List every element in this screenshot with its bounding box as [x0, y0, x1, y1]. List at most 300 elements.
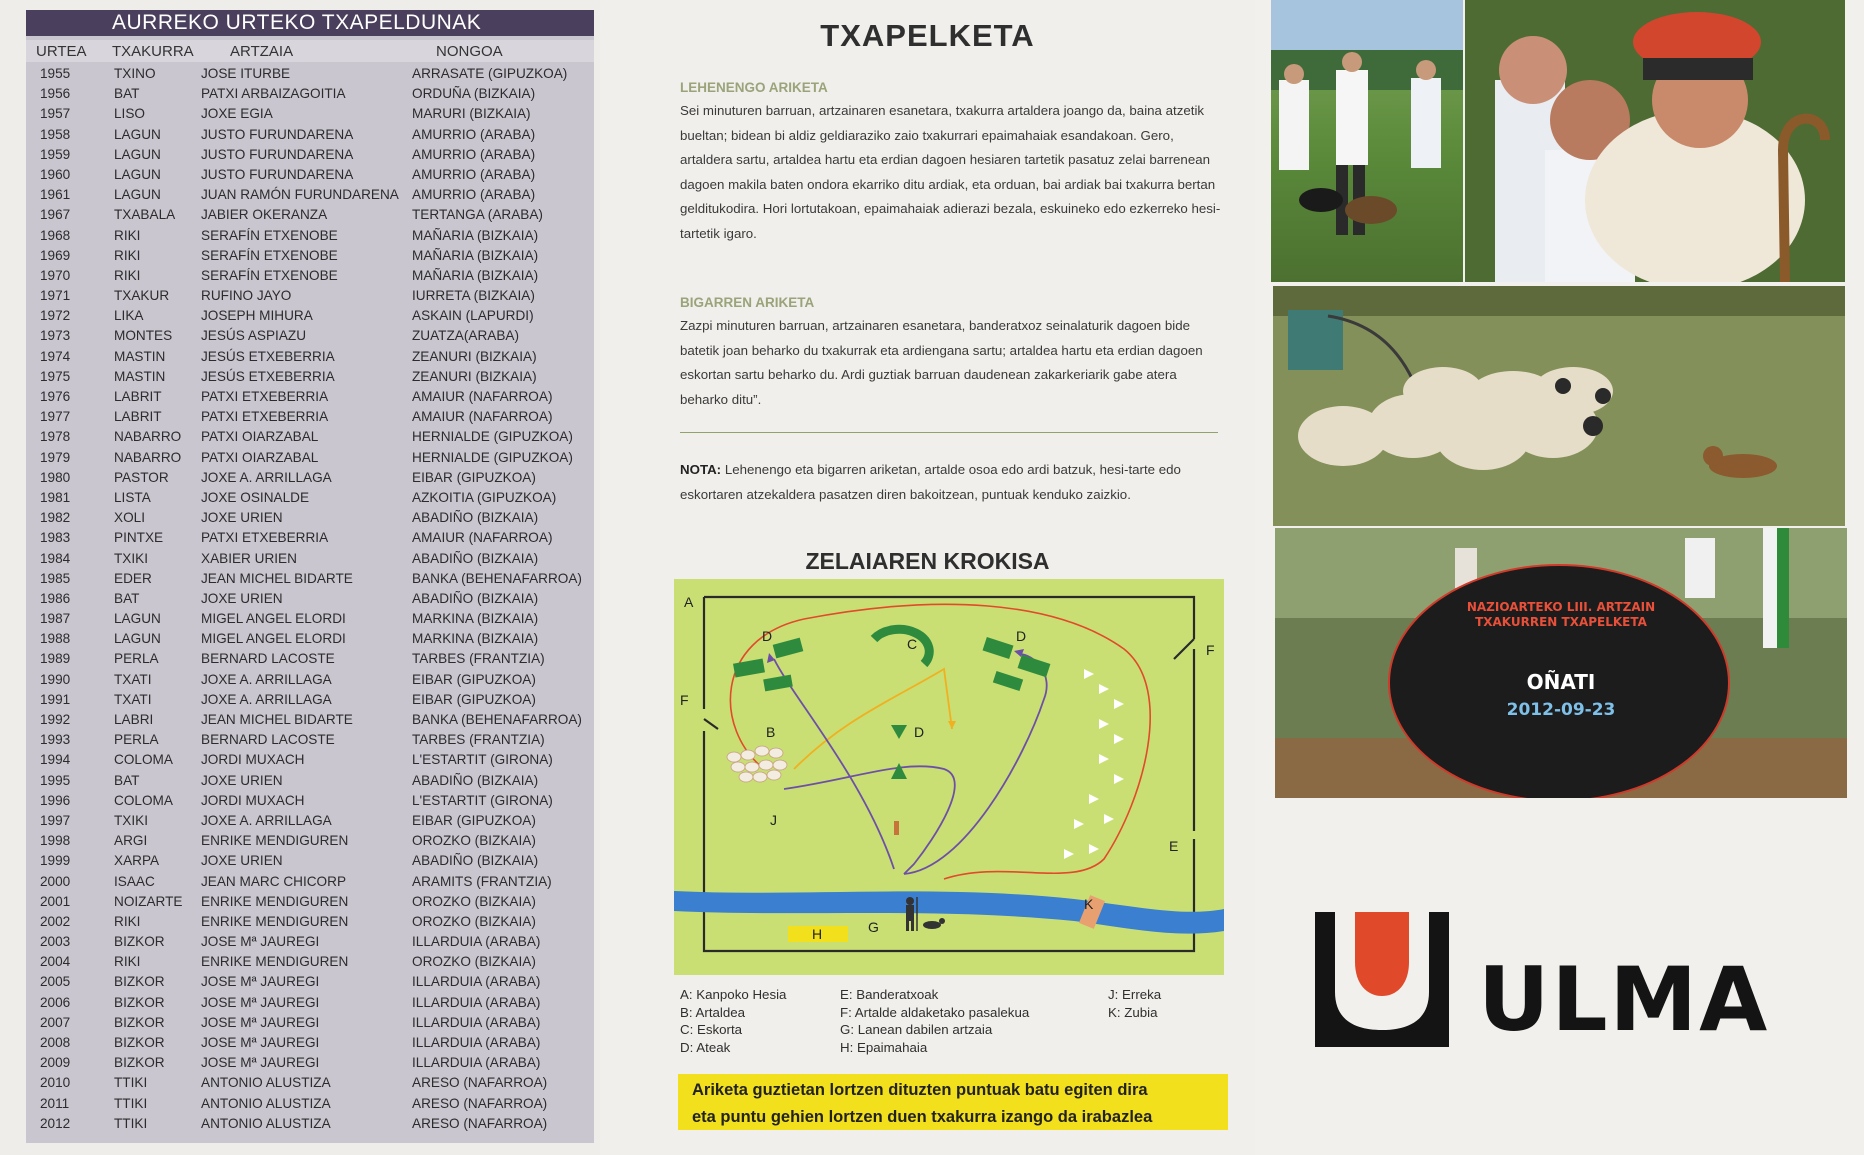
shepherds-illustration	[1271, 0, 1463, 282]
legend-col-3	[1108, 986, 1161, 1021]
row-year: 1973	[40, 328, 71, 344]
row-dog: BIZKOR	[114, 934, 165, 950]
row-dog: TXATI	[114, 691, 152, 707]
row-year: 1986	[40, 590, 71, 606]
row-dog: COLOMA	[114, 792, 173, 808]
row-shepherd: PATXI ARBAIZAGOITIA	[201, 86, 346, 102]
map-label-c: C	[907, 636, 918, 652]
row-dog: LISO	[114, 106, 145, 122]
row-year: 2000	[40, 873, 71, 889]
map-label-d2: D	[1016, 628, 1027, 644]
table-row	[26, 892, 594, 912]
row-shepherd: PATXI ETXEBERRIA	[201, 409, 329, 425]
table-row	[26, 246, 594, 266]
table-row	[26, 185, 594, 205]
row-dog: PERLA	[114, 651, 159, 667]
row-origin: AMAIUR (NAFARROA)	[412, 530, 553, 546]
header-shepherd: ARTZAIA	[230, 43, 294, 60]
row-dog: TXIKI	[114, 812, 148, 828]
row-shepherd: JESÚS ETXEBERRIA	[201, 348, 335, 364]
row-origin: AMURRIO (ARABA)	[412, 166, 536, 182]
row-year: 2010	[40, 1075, 71, 1091]
row-dog: RIKI	[114, 954, 141, 970]
row-origin: TARBES (FRANTZIA)	[412, 651, 545, 667]
row-shepherd: JABIER OKERANZA	[201, 207, 328, 223]
row-origin: AMAIUR (NAFARROA)	[412, 389, 553, 404]
row-origin: BANKA (BEHENAFARROA)	[412, 712, 582, 727]
row-year: 1992	[40, 712, 71, 727]
row-shepherd: JOSE Mª JAUREGI	[201, 1014, 320, 1030]
row-year: 1979	[40, 449, 71, 465]
map-label-e: E	[1169, 838, 1179, 854]
row-year: 1978	[40, 429, 71, 445]
row-dog: BIZKOR	[114, 1014, 165, 1030]
row-origin: HERNIALDE (GIPUZKOA)	[412, 449, 573, 465]
champions-table-body	[26, 64, 594, 1134]
row-origin: TERTANGA (ARABA)	[412, 207, 543, 223]
row-year: 1970	[40, 267, 71, 283]
row-year: 1971	[40, 288, 71, 304]
table-row	[26, 427, 594, 447]
map-label-d1: D	[762, 628, 773, 644]
row-shepherd: JOXE OSINALDE	[201, 489, 310, 505]
row-shepherd: JOSE Mª JAUREGI	[201, 1035, 320, 1050]
legend-b: B: Artaldea	[680, 1004, 746, 1020]
table-row	[26, 1073, 594, 1093]
row-shepherd: JEAN MICHEL BIDARTE	[201, 570, 353, 586]
sheep-illustration	[1273, 286, 1845, 526]
row-year: 1996	[40, 792, 71, 808]
table-row	[26, 993, 594, 1013]
row-year: 2012	[40, 1115, 71, 1131]
table-row	[26, 286, 594, 306]
row-origin: AMAIUR (NAFARROA)	[412, 409, 553, 425]
row-dog: BIZKOR	[114, 1055, 165, 1071]
row-shepherd: JOSE Mª JAUREGI	[201, 934, 320, 950]
row-origin: ABADIÑO (BIZKAIA)	[412, 510, 539, 526]
row-year: 2004	[40, 954, 71, 970]
row-dog: BAT	[114, 772, 140, 788]
row-year: 1968	[40, 227, 71, 243]
row-dog: PERLA	[114, 732, 159, 748]
legend-c: C: Eskorta	[680, 1022, 743, 1038]
page-title: TXAPELKETA	[820, 18, 1035, 53]
row-dog: PASTOR	[114, 469, 169, 485]
table-row	[26, 589, 594, 609]
row-shepherd: ENRIKE MENDIGUREN	[201, 954, 349, 970]
row-dog: BIZKOR	[114, 994, 165, 1010]
legend-col-1	[680, 986, 786, 1056]
row-shepherd: JESÚS ASPIAZU	[201, 328, 307, 344]
map-label-f2: F	[680, 692, 689, 708]
row-year: 2002	[40, 913, 71, 929]
row-origin: ABADIÑO (BIZKAIA)	[412, 853, 539, 869]
row-origin: EIBAR (GIPUZKOA)	[412, 812, 536, 828]
row-origin: ARRASATE (GIPUZKOA)	[412, 66, 568, 81]
table-row	[26, 1013, 594, 1033]
section1-heading: LEHENENGO ARIKETA	[680, 80, 828, 95]
table-row	[26, 306, 594, 326]
row-year: 2006	[40, 994, 71, 1010]
field-sketch-map	[674, 579, 1224, 975]
map-label-f1: F	[1206, 642, 1215, 658]
row-dog: LABRI	[114, 712, 154, 727]
row-origin: L'ESTARTIT (GIRONA)	[412, 792, 553, 808]
row-dog: TXIKI	[114, 550, 148, 566]
champions-panel	[0, 0, 600, 1155]
row-shepherd: PATXI ETXEBERRIA	[201, 530, 329, 546]
table-row	[26, 84, 594, 104]
row-origin: ARAMITS (FRANTZIA)	[412, 873, 552, 889]
row-year: 1980	[40, 469, 71, 485]
row-origin: MAÑARIA (BIZKAIA)	[412, 227, 539, 243]
row-shepherd: ENRIKE MENDIGUREN	[201, 913, 349, 929]
row-shepherd: SERAFÍN ETXENOBE	[201, 227, 338, 243]
row-dog: NABARRO	[114, 429, 182, 445]
table-row	[26, 1033, 594, 1053]
map-label-d3: D	[914, 724, 925, 740]
emblem-place: OÑATI	[1526, 670, 1596, 694]
row-origin: ILLARDUIA (ARABA)	[412, 994, 541, 1010]
row-origin: OROZKO (BIZKAIA)	[412, 833, 536, 849]
row-origin: ZEANURI (BIZKAIA)	[412, 348, 537, 364]
row-dog: BIZKOR	[114, 1035, 165, 1050]
row-origin: MARKINA (BIZKAIA)	[412, 631, 539, 647]
table-row	[26, 528, 594, 548]
row-shepherd: JOXE A. ARRILLAGA	[201, 671, 332, 687]
row-dog: BAT	[114, 86, 140, 102]
row-dog: MASTIN	[114, 368, 166, 384]
row-shepherd: JORDI MUXACH	[201, 752, 305, 768]
sketch-title: ZELAIAREN KROKISA	[805, 548, 1050, 574]
row-year: 1989	[40, 651, 71, 667]
row-origin: IURRETA (BIZKAIA)	[412, 288, 535, 304]
row-shepherd: JUSTO FURUNDARENA	[201, 166, 354, 182]
nota-paragraph	[680, 458, 1226, 507]
competition-panel	[600, 0, 1255, 1155]
table-row	[26, 831, 594, 851]
row-origin: AMURRIO (ARABA)	[412, 187, 536, 203]
emblem-date: 2012-09-23	[1506, 700, 1616, 720]
header-dog: TXAKURRA	[112, 43, 194, 60]
map-label-j: J	[770, 812, 777, 828]
row-origin: ILLARDUIA (ARABA)	[412, 1014, 541, 1030]
table-row	[26, 609, 594, 629]
row-year: 1975	[40, 368, 71, 384]
row-dog: NOIZARTE	[114, 893, 183, 909]
row-dog: LAGUN	[114, 146, 161, 162]
row-year: 1972	[40, 308, 71, 324]
row-year: 1994	[40, 752, 71, 768]
row-origin: MARURI (BIZKAIA)	[412, 106, 531, 122]
row-dog: XOLI	[114, 510, 145, 526]
row-dog: XARPA	[114, 853, 160, 869]
row-shepherd: JEAN MICHEL BIDARTE	[201, 712, 353, 727]
row-year: 1993	[40, 732, 71, 748]
row-shepherd: MIGEL ANGEL ELORDI	[201, 611, 346, 627]
row-origin: ARESO (NAFARROA)	[412, 1075, 548, 1091]
legend-j: J: Erreka	[1108, 987, 1162, 1002]
emblem-text-group	[1275, 528, 1847, 798]
champions-table-title: AURREKO URTEKO TXAPELDUNAK	[26, 10, 594, 36]
row-shepherd: JOSE Mª JAUREGI	[201, 974, 320, 990]
row-shepherd: ANTONIO ALUSTIZA	[201, 1075, 331, 1091]
row-shepherd: SERAFÍN ETXENOBE	[201, 267, 338, 283]
table-row	[26, 165, 594, 185]
row-dog: TXAKUR	[114, 288, 170, 304]
row-year: 1958	[40, 126, 71, 142]
row-dog: LABRIT	[114, 409, 162, 425]
row-dog: RIKI	[114, 913, 141, 929]
row-origin: MARKINA (BIZKAIA)	[412, 611, 539, 627]
table-row	[26, 266, 594, 286]
row-shepherd: ENRIKE MENDIGUREN	[201, 833, 349, 849]
row-year: 1991	[40, 691, 71, 707]
map-label-a: A	[684, 594, 694, 610]
row-origin: ILLARDUIA (ARABA)	[412, 934, 541, 950]
row-origin: AMURRIO (ARABA)	[412, 146, 536, 162]
table-row	[26, 569, 594, 589]
table-row	[26, 629, 594, 649]
table-row	[26, 750, 594, 770]
row-shepherd: JOXE EGIA	[201, 106, 273, 122]
row-year: 2008	[40, 1035, 71, 1050]
row-dog: EDER	[114, 570, 152, 586]
legend-h: H: Epaimahaia	[840, 1039, 928, 1055]
banner-line-1: Ariketa guztietan lortzen dituzten puntuak batu egiten dira	[692, 1081, 1148, 1099]
row-dog: BIZKOR	[114, 974, 165, 990]
row-dog: TTIKI	[114, 1095, 148, 1111]
row-year: 1956	[40, 86, 71, 102]
row-year: 1959	[40, 146, 71, 162]
row-shepherd: RUFINO JAYO	[201, 288, 292, 304]
row-shepherd: JEAN MARC CHICORP	[201, 873, 347, 889]
table-row	[26, 468, 594, 488]
row-shepherd: JOSE Mª JAUREGI	[201, 1055, 320, 1071]
row-origin: HERNIALDE (GIPUZKOA)	[412, 429, 573, 445]
row-year: 1960	[40, 166, 71, 182]
row-year: 2001	[40, 893, 71, 909]
row-origin: ASKAIN (LAPURDI)	[412, 308, 534, 324]
row-year: 2011	[40, 1095, 70, 1111]
row-year: 1997	[40, 812, 71, 828]
row-shepherd: PATXI OIARZABAL	[201, 449, 319, 465]
row-dog: TXINO	[114, 66, 156, 81]
row-shepherd: JOXE URIEN	[201, 590, 283, 606]
photo-sheep-dog	[1273, 286, 1845, 526]
row-shepherd: JORDI MUXACH	[201, 792, 305, 808]
photo-shepherds-field	[1271, 0, 1463, 282]
table-row	[26, 771, 594, 791]
champions-table-header	[26, 40, 594, 62]
row-shepherd: PATXI OIARZABAL	[201, 429, 319, 445]
row-year: 1969	[40, 247, 71, 263]
row-origin: MAÑARIA (BIZKAIA)	[412, 267, 539, 283]
row-dog: PINTXE	[114, 530, 164, 546]
table-row	[26, 649, 594, 669]
table-row	[26, 710, 594, 730]
row-year: 1982	[40, 510, 71, 526]
row-year: 1983	[40, 530, 71, 546]
row-dog: LAGUN	[114, 166, 161, 182]
table-row	[26, 226, 594, 246]
row-dog: LAGUN	[114, 126, 161, 142]
row-year: 2009	[40, 1055, 71, 1071]
section1-text: Sei minuturen barruan, artzainaren esanetara, txakurra artaldera joango da, baina atzetik bueltan; bidean bi aldiz geldiaraziko zaio txakurrari epaimahaiak esandakoan. Gero, artaldera sartu, artaldea hartu eta erdian dagoen hesiaren tartetik pasatuz zelai barrenean dagoen makila baten ondora ekarriko ditu ardiak, eta orduan, bai ardiak bai txakurra bertan gelditukodira. Hori lortutakoan, epaimahaiak adierazi bezala, eskuineko edo ezkerreko hesi-tartetik igaro.	[680, 103, 1221, 241]
row-shepherd: BERNARD LACOSTE	[201, 651, 335, 667]
row-origin: EIBAR (GIPUZKOA)	[412, 469, 536, 485]
row-origin: L'ESTARTIT (GIRONA)	[412, 752, 553, 768]
legend-g: G: Lanean dabilen artzaia	[840, 1022, 993, 1038]
row-year: 1957	[40, 106, 71, 122]
row-origin: ORDUÑA (BIZKAIA)	[412, 86, 536, 102]
row-shepherd: JUSTO FURUNDARENA	[201, 146, 354, 162]
row-year: 2007	[40, 1014, 71, 1030]
row-year: 1961	[40, 187, 71, 203]
scoring-banner	[678, 1074, 1228, 1130]
table-row	[26, 851, 594, 871]
row-dog: RIKI	[114, 247, 141, 263]
header-year: URTEA	[36, 43, 87, 60]
row-origin: AZKOITIA (GIPUZKOA)	[412, 489, 557, 505]
row-shepherd: JOXE A. ARRILLAGA	[201, 812, 332, 828]
header-origin: NONGOA	[436, 43, 503, 60]
row-shepherd: JOXE A. ARRILLAGA	[201, 469, 332, 485]
row-dog: LISTA	[114, 489, 151, 505]
row-dog: LAGUN	[114, 611, 161, 627]
photo-emblem	[1275, 528, 1847, 798]
row-dog: ARGI	[114, 833, 148, 849]
legend-e: E: Banderatxoak	[840, 987, 939, 1002]
banner-line-2: eta puntu gehien lortzen duen txakurra izango da irabazlea	[692, 1108, 1153, 1126]
row-shepherd: ENRIKE MENDIGUREN	[201, 893, 349, 909]
row-dog: COLOMA	[114, 752, 173, 768]
table-row	[26, 205, 594, 225]
row-shepherd: SERAFÍN ETXENOBE	[201, 247, 338, 263]
row-year: 1974	[40, 348, 71, 364]
map-label-k: K	[1084, 896, 1094, 912]
table-row	[26, 932, 594, 952]
nota-text: Lehenengo eta bigarren ariketan, artalde osoa edo ardi batzuk, hesi-tarte edo eskortaren atzekaldera pasatzen diren bakoitzean, puntuak kenduko zaizkio.	[680, 462, 1181, 502]
row-shepherd: BERNARD LACOSTE	[201, 732, 335, 748]
photo-shepherd-beret	[1465, 0, 1845, 282]
table-row	[26, 1094, 594, 1114]
row-origin: ZEANURI (BIZKAIA)	[412, 368, 537, 384]
row-year: 1984	[40, 550, 71, 566]
row-origin: BANKA (BEHENAFARROA)	[412, 570, 582, 586]
table-row	[26, 145, 594, 165]
table-row	[26, 508, 594, 528]
row-origin: ILLARDUIA (ARABA)	[412, 974, 541, 990]
row-shepherd: PATXI ETXEBERRIA	[201, 389, 329, 404]
row-dog: LABRIT	[114, 389, 162, 404]
table-row	[26, 387, 594, 407]
table-row	[26, 488, 594, 508]
beret-illustration	[1465, 0, 1845, 282]
table-row	[26, 104, 594, 124]
table-row	[26, 952, 594, 972]
row-year: 1976	[40, 389, 71, 404]
table-row	[26, 1114, 594, 1134]
row-origin: OROZKO (BIZKAIA)	[412, 913, 536, 929]
row-shepherd: JOXE A. ARRILLAGA	[201, 691, 332, 707]
row-origin: EIBAR (GIPUZKOA)	[412, 671, 536, 687]
table-row	[26, 912, 594, 932]
table-row	[26, 872, 594, 892]
map-label-b: B	[766, 724, 776, 740]
row-shepherd: JUAN RAMÓN FURUNDARENA	[201, 187, 399, 203]
row-year: 2003	[40, 934, 71, 950]
table-row	[26, 670, 594, 690]
row-year: 1988	[40, 631, 71, 647]
row-year: 1981	[40, 489, 71, 505]
row-origin: ARESO (NAFARROA)	[412, 1095, 548, 1111]
table-row	[26, 347, 594, 367]
row-origin: OROZKO (BIZKAIA)	[412, 954, 536, 970]
row-dog: LIKA	[114, 308, 144, 324]
table-row	[26, 64, 594, 84]
row-origin: ILLARDUIA (ARABA)	[412, 1055, 541, 1071]
legend-a: A: Kanpoko Hesia	[680, 987, 787, 1002]
row-shepherd: JOXE URIEN	[201, 510, 283, 526]
row-origin: TARBES (FRANTZIA)	[412, 732, 545, 748]
nota-label: NOTA:	[680, 462, 722, 477]
ulma-logo-mark	[1315, 912, 1449, 1047]
row-origin: ARESO (NAFARROA)	[412, 1115, 548, 1131]
row-origin: AMURRIO (ARABA)	[412, 126, 536, 142]
row-year: 1967	[40, 207, 71, 223]
row-year: 1985	[40, 570, 71, 586]
table-row	[26, 448, 594, 468]
table-row	[26, 690, 594, 710]
row-shepherd: JOSE Mª JAUREGI	[201, 994, 320, 1010]
row-dog: LAGUN	[114, 187, 161, 203]
row-shepherd: XABIER URIEN	[201, 550, 297, 566]
table-row	[26, 407, 594, 427]
legend-f: F: Artalde aldaketako pasalekua	[840, 1004, 1030, 1020]
row-dog: RIKI	[114, 267, 141, 283]
divider	[680, 432, 1218, 433]
row-dog: TTIKI	[114, 1075, 148, 1091]
row-origin: ILLARDUIA (ARABA)	[412, 1035, 541, 1050]
section2-text: Zazpi minuturen barruan, artzainaren esanetara, banderatxoz seinalaturik dagoen bide batetik joan beharko du txakurrak eta ardiengana sartu; artaldea hartu eta erdian dagoen eskortan sartu beharko du. Ardi guztiak barruan daudenean zakarkeriarik gabe atera beharko ditu”.	[680, 318, 1203, 407]
table-row	[26, 326, 594, 346]
row-origin: ABADIÑO (BIZKAIA)	[412, 550, 539, 566]
row-dog: TXATI	[114, 671, 152, 687]
row-year: 1998	[40, 833, 71, 849]
table-row	[26, 1053, 594, 1073]
row-dog: TTIKI	[114, 1115, 148, 1131]
table-row	[26, 811, 594, 831]
row-year: 2005	[40, 974, 71, 990]
row-year: 1990	[40, 671, 71, 687]
row-shepherd: JOXE URIEN	[201, 853, 283, 869]
row-dog: MONTES	[114, 328, 173, 344]
row-shepherd: JOSE ITURBE	[201, 66, 291, 81]
row-shepherd: JOSEPH MIHURA	[201, 308, 313, 324]
table-row	[26, 549, 594, 569]
row-dog: LAGUN	[114, 631, 161, 647]
row-shepherd: JOXE URIEN	[201, 772, 283, 788]
legend-k: K: Zubia	[1108, 1004, 1158, 1020]
row-shepherd: JESÚS ETXEBERRIA	[201, 368, 335, 384]
row-year: 1955	[40, 66, 71, 81]
row-origin: ZUATZA(ARABA)	[412, 328, 519, 344]
row-origin: OROZKO (BIZKAIA)	[412, 893, 536, 909]
table-row	[26, 972, 594, 992]
row-origin: ABADIÑO (BIZKAIA)	[412, 590, 539, 606]
row-origin: EIBAR (GIPUZKOA)	[412, 691, 536, 707]
